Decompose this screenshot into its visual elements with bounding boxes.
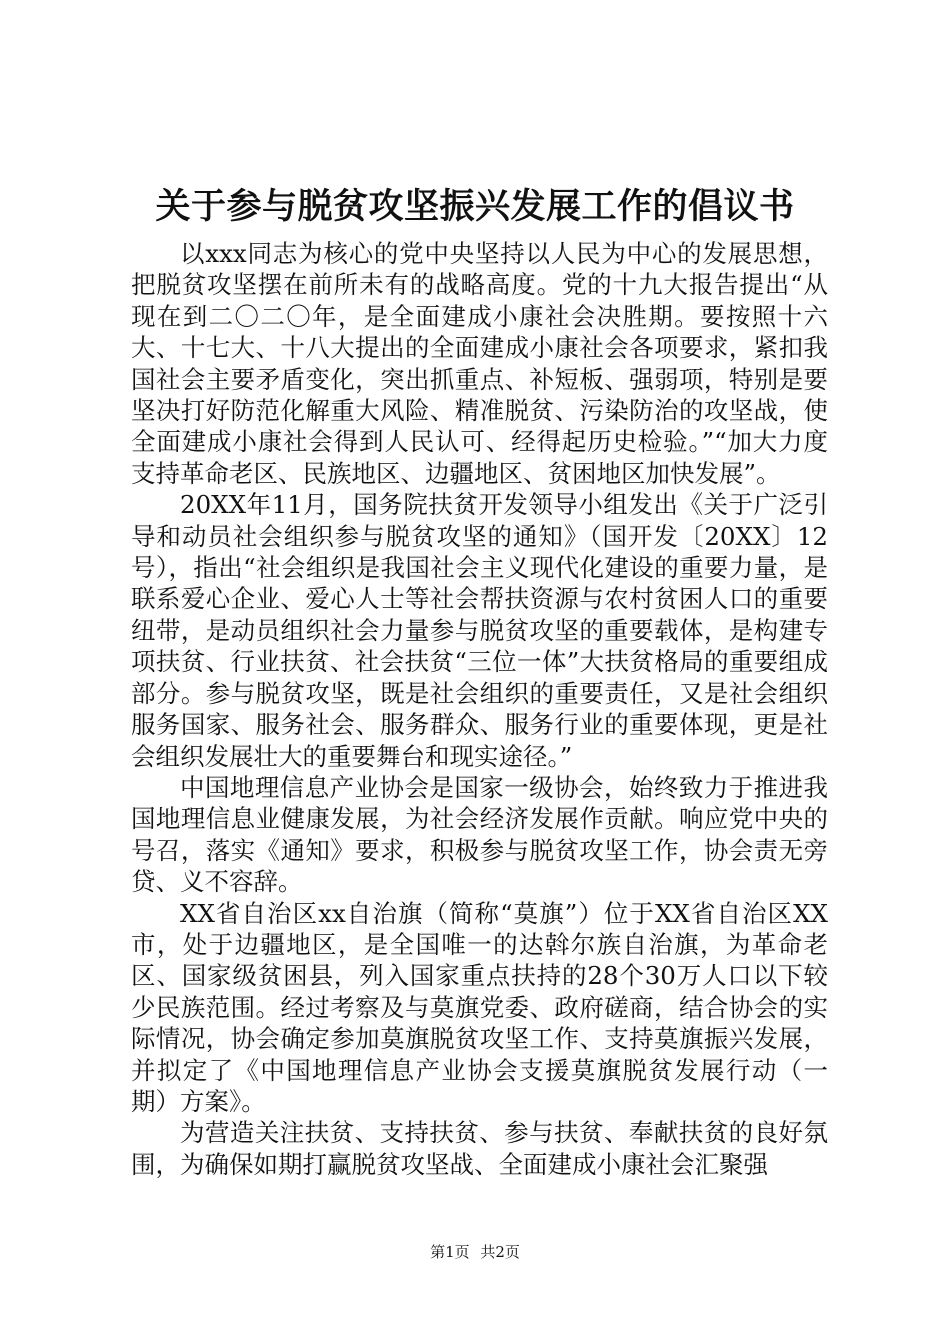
paragraph: XX省自治区xx自治旗（简称“莫旗”）位于XX省自治区XX市，处于边疆地区，是全国唯一的达斡尔族自治旗，为革命老区、国家级贫困县，列入国家重点扶持的28个30万人口以下较少民族范围。经过考察及与莫旗党委、政府磋商，结合协会的实际情况，协会确定参加莫旗脱贫攻坚工作、支持莫旗振兴发展，并拟定了《中国地理信息产业协会支援莫旗脱贫发展行动（一期）方案》。 (131, 898, 828, 1116)
paragraph: 20XX年11月，国务院扶贫开发领导小组发出《关于广泛引导和动员社会组织参与脱贫攻坚的通知》（国开发〔20XX〕12号），指出“社会组织是我国社会主义现代化建设的重要力量，是联系爱心企业、爱心人士等社会帮扶资源与农村贫困人口的重要纽带，是动员组织社会力量参与脱贫攻坚的重要载体，是构建专项扶贫、行业扶贫、社会扶贫“三位一体”大扶贫格局的重要组成部分。参与脱贫攻坚，既是社会组织的重要责任，又是社会组织服务国家、服务社会、服务群众、服务行业的重要体现，更是社会组织发展壮大的重要舞台和现实途径。” (131, 490, 828, 771)
page-footer (0, 1242, 950, 1262)
page-total: 共2页 (480, 1243, 520, 1261)
paragraph: 中国地理信息产业协会是国家一级协会，始终致力于推进我国地理信息业健康发展，为社会经济发展作贡献。响应党中央的号召，落实《通知》要求，积极参与脱贫攻坚工作，协会责无旁贷、义不容辞。 (131, 772, 828, 897)
document-body (131, 238, 828, 1180)
page-number: 第1页 (430, 1243, 470, 1261)
paragraph: 以xxx同志为核心的党中央坚持以人民为中心的发展思想，把脱贫攻坚摆在前所未有的战略高度。党的十九大报告提出“从现在到二〇二〇年，是全面建成小康社会决胜期。要按照十六大、十七大、十八大提出的全面建成小康社会各项要求，紧扣我国社会主要矛盾变化，突出抓重点、补短板、强弱项，特别是要坚决打好防范化解重大风险、精准脱贫、污染防治的攻坚战，使全面建成小康社会得到人民认可、经得起历史检验。”“加大力度支持革命老区、民族地区、边疆地区、贫困地区加快发展”。 (131, 239, 828, 488)
document-title: 关于参与脱贫攻坚振兴发展工作的倡议书 (155, 187, 795, 227)
paragraph: 为营造关注扶贫、支持扶贫、参与扶贫、奉献扶贫的良好氛围，为确保如期打赢脱贫攻坚战、全面建成小康社会汇聚强 (131, 1118, 828, 1179)
